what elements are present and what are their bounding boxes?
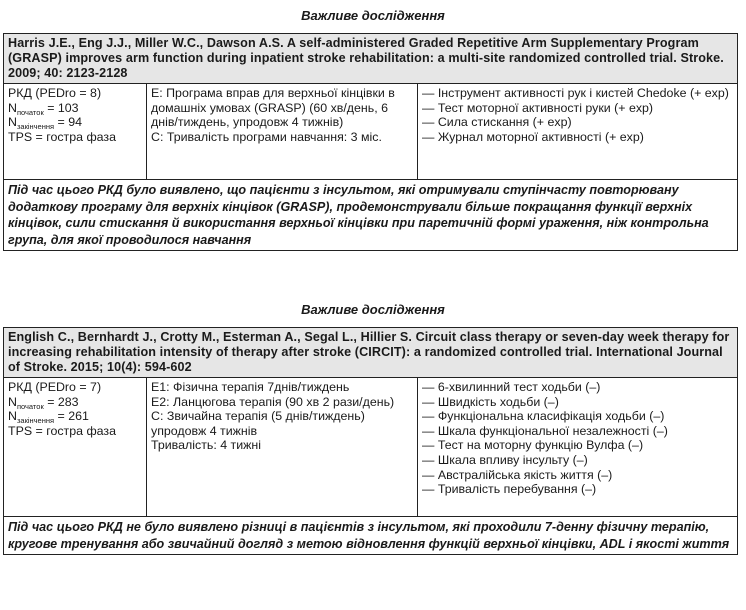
outcome-item: — Журнал моторної активності (+ exp) [422,129,644,144]
n-end: $N_{закінчення} = 94$ [8,115,82,132]
intervention-item: Е1: Фізична терапія 7днів/тиждень [151,380,350,394]
outcome-item: — Функціональна класифікація ходьби (–) [422,409,665,424]
reference: Harris J.E., Eng J.J., Miller W.C., Dawson A.S. A self-administered Graded Repetitive Arm Supplementary Program (GRASP) improves arm function during inpatient stroke rehabilitation: a multi-site randomized controlled trial. Stroke. 2009; 40: 2123-2128 [4,34,738,84]
outcome-item: — Тест моторної активності руки (+ exp) [422,100,654,115]
intervention-item: С: Звичайна терапія (5 днів/тиждень) упродовж 4 тижнів [151,409,369,438]
study-design [4,84,147,180]
study-table [3,327,738,555]
intervention [147,378,418,517]
outcome-item: — Швидкість ходьби (–) [422,394,559,409]
rct-score: РКД (PEDro = 7) [8,380,102,394]
intervention-item: Е2: Ланцюгова терапія (90 хв 2 рази/день) [151,394,395,409]
section-title: Важливе дослідження [301,302,445,317]
intervention-item: Тривалість: 4 тижні [151,438,262,453]
outcome-item: — Шкала впливу інсульту (–) [422,452,588,467]
outcomes [418,84,738,180]
outcome-item: — Сила стискання (+ exp) [422,115,572,130]
reference: English C., Bernhardt J., Crotty M., Esterman A., Segal L., Hillier S. Circuit class therapy or seven-day week therapy for increasing rehabilitation intensity of therapy after stroke (CIRCIT): a randomized controlled trial. International Journal of Stroke. 2015; 10(4): 594-602 [4,328,738,378]
outcome-item: — Австралійська якість життя (–) [422,467,613,482]
outcome-item: — Тривалість перебування (–) [422,482,597,497]
rct-score: РКД (PEDro = 8) [8,86,102,100]
n-end: $N_{закінчення} = 261$ [8,409,89,426]
study-design [4,378,147,517]
study-table [3,33,738,251]
intervention-item: С: Тривалість програми навчання: 3 міс. [151,129,382,144]
n-start: $N_{початок} = 103$ [8,100,79,117]
outcome-item: — Шкала функціональної незалежності (–) [422,423,668,438]
outcome-item: — Інструмент активності рук і кистей Chedoke (+ exp) [422,86,729,100]
outcomes [418,378,738,517]
conclusion: Під час цього РКД не було виявлено різниці в пацієнтів з інсультом, які проходили 7-денну фізичну терапію, кругове тренування або звичайний догляд з метою відновлення функцій верхньої кінцівки, ADL і якості життя [4,517,738,555]
outcome-item: — 6-хвилинний тест ходьби (–) [422,380,601,394]
tps: TPS = гостра фаза [8,423,116,438]
outcome-item: — Тест на моторну функцію Вулфа (–) [422,438,644,453]
n-start: $N_{початок} = 283$ [8,394,79,411]
conclusion: Під час цього РКД було виявлено, що пацієнти з інсультом, які отримували ступінчасту повторювану додаткову програму для верхніх кінцівок (GRASP), продемонстрували більше покращання функції верхніх кінцівок, сили стискання й використання верхньої кінцівки при паретичній формі ураження, ніж контрольна група, для якої проводилося навчання [4,180,738,251]
tps: TPS = гостра фаза [8,129,116,144]
intervention [147,84,418,180]
section-title: Важливе дослідження [301,8,445,23]
intervention-item: Е: Програма вправ для верхньої кінцівки в домашніх умовах (GRASP) (60 хв/день, 6 днів/тиждень, упродовж 4 тижнів) [151,86,399,130]
